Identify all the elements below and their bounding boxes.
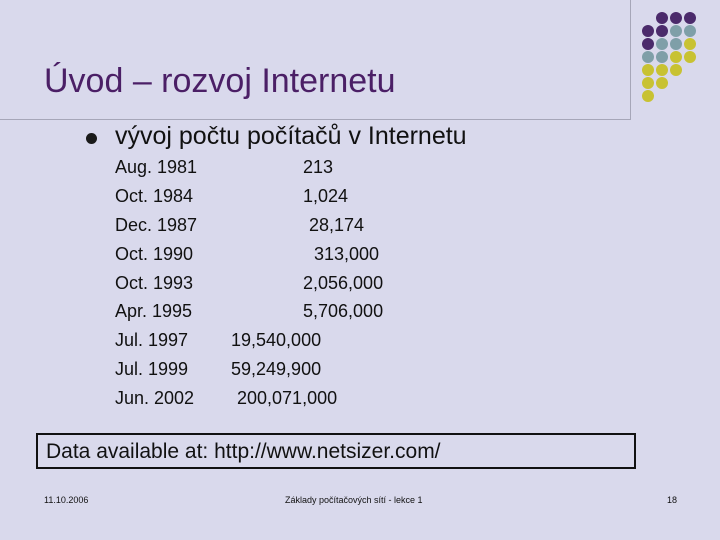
decorative-dot xyxy=(642,77,654,89)
decorative-dot xyxy=(642,90,654,102)
table-row xyxy=(115,330,415,359)
decorative-dot xyxy=(656,12,668,24)
table-row xyxy=(115,157,415,186)
table-row xyxy=(115,244,415,273)
row-date: Oct. 1984 xyxy=(115,185,194,206)
decorative-dot xyxy=(670,64,682,76)
table-row xyxy=(115,388,415,417)
table-row xyxy=(115,273,415,302)
decorative-dot xyxy=(656,77,668,89)
row-date: Jun. 2002 xyxy=(115,388,195,409)
row-date: Dec. 1987 xyxy=(115,214,198,235)
decorative-dot xyxy=(642,64,654,76)
row-date: Oct. 1990 xyxy=(115,243,194,264)
title-divider-horizontal xyxy=(0,119,631,120)
title-divider-vertical xyxy=(630,0,631,120)
decorative-dot xyxy=(684,25,696,37)
row-date: Apr. 1995 xyxy=(115,301,193,322)
footer-center-text: Základy počítačových sítí - lekce 1 xyxy=(285,495,423,505)
slide-title: Úvod – rozvoj Internetu xyxy=(44,62,396,100)
decorative-dot xyxy=(670,12,682,24)
decorative-dot xyxy=(656,51,668,63)
row-count: 5,706,000 xyxy=(303,301,384,322)
table-row xyxy=(115,359,415,388)
row-count: 2,056,000 xyxy=(303,272,384,293)
decorative-dot xyxy=(670,38,682,50)
decorative-dot xyxy=(642,51,654,63)
row-count: 19,540,000 xyxy=(231,330,322,351)
row-date: Oct. 1993 xyxy=(115,272,194,293)
row-count: 313,000 xyxy=(314,243,380,264)
row-count: 59,249,900 xyxy=(231,359,322,380)
decorative-dot xyxy=(684,51,696,63)
row-count: 200,071,000 xyxy=(237,388,338,409)
row-date: Jul. 1997 xyxy=(115,330,189,351)
decorative-dot xyxy=(656,25,668,37)
decorative-dot-grid xyxy=(640,10,720,106)
table-row xyxy=(115,301,415,330)
decorative-dot xyxy=(642,38,654,50)
bullet-text: vývoj počtu počítačů v Internetu xyxy=(115,122,467,150)
source-note: Data available at: http://www.netsizer.com/ xyxy=(46,440,441,463)
decorative-dot xyxy=(656,38,668,50)
row-count: 28,174 xyxy=(309,214,365,235)
row-date: Aug. 1981 xyxy=(115,157,198,177)
row-count: 213 xyxy=(303,157,334,177)
table-row xyxy=(115,215,415,244)
table-row xyxy=(115,186,415,215)
bullet-icon xyxy=(86,133,97,144)
decorative-dot xyxy=(684,38,696,50)
source-note-box xyxy=(36,433,636,469)
decorative-dot xyxy=(656,64,668,76)
decorative-dot xyxy=(670,51,682,63)
footer-date: 11.10.2006 xyxy=(44,495,89,505)
row-date: Jul. 1999 xyxy=(115,359,189,380)
row-count: 1,024 xyxy=(303,185,349,206)
decorative-dot xyxy=(642,25,654,37)
decorative-dot xyxy=(670,25,682,37)
footer-page-number: 18 xyxy=(667,495,678,505)
host-count-table xyxy=(115,157,415,417)
decorative-dot xyxy=(684,12,696,24)
